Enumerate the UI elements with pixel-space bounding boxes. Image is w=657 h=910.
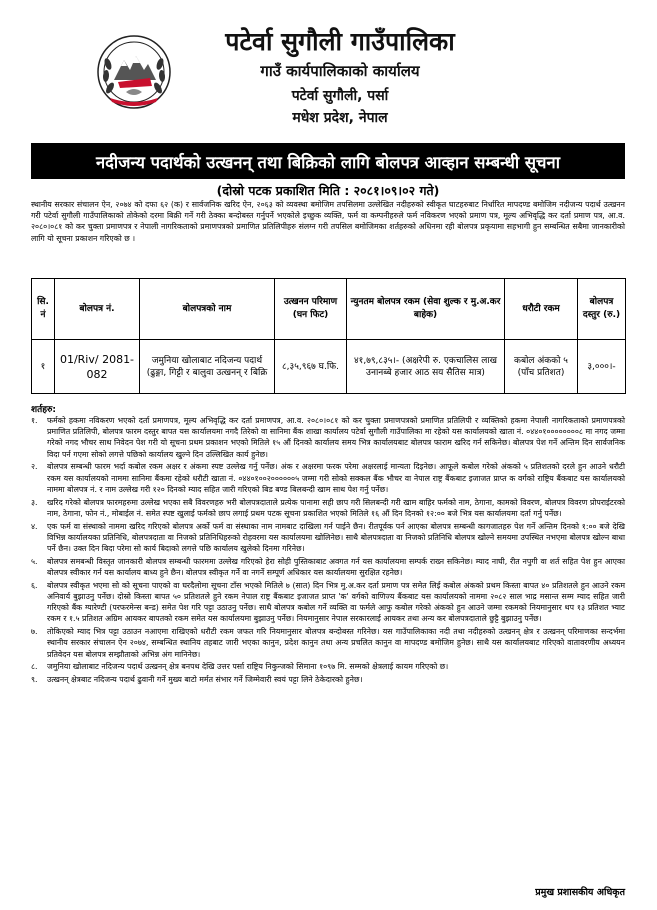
conditions-list (31, 415, 625, 687)
cell-min-amount: ४१,७९,८३५।- (अक्षरेपी रु. एकचालिस लाख उनानब्बे हजार आठ सय सैतिस मात्र) (347, 340, 505, 394)
cell-sn: १ (32, 340, 55, 394)
list-item (31, 626, 625, 660)
condition-text: उत्खनन् क्षेत्रबाट नदिजन्य पदार्थ ढुवानी गर्ने मुख्य बाटो मर्मत संभार गर्ने जिम्मेवारी स्वयं पट्टा लिने ठेकेदारको हुनेछ। (47, 675, 363, 685)
header-min-amount: न्युनतम बोलपत्र रकम (सेवा शुल्क र मु.अ.कर बाहेक) (347, 279, 505, 340)
government-emblem-icon (96, 34, 172, 110)
table-row (32, 340, 626, 394)
notice-intro: स्थानीय सरकार संचालन ऐन, २०७४ को दफा ६२ (क) र सार्वजनिक खरिद ऐन, २०६३ को व्यवस्था बमोजिम तपसिलमा उल्लेखित नदीहरुको स्वीकृत घाटहरुबाट निर्धारित मापदण्ड बमोजिम नदीजन्य पदार्थ उत्खनन गरी पटेर्वा सुगौली गाउँपालिकाको तोकेको दरमा बिक्री गर्ने गरी ठेक्का बन्दोबस्त गर्नुपर्ने भएकोले इच्छुक व्यक्ति, फर्म वा कम्पनीहरुले फर्म नविकरण भएको प्रमाण पत्र, मूल्य अभिवृद्धि कर दर्ता प्रमाण पत्र, आ.व. २०८०।०८१ को कर चुक्ता प्रमाणपत्र र नेपाली नागरिकताको प्रमाणपत्रको प्रमाणित प्रतिलिपीहरु संलग्न गरी तपसिल बमोजिमका शर्तहरुको अधिनमा रही बोलपत्र प्रकृयामा सहभागी हुन सम्बन्धित सबैमा जानकारीको लागि यो सूचना प्रकाशन गरिएको छ । (31, 200, 625, 243)
table-header-row (32, 279, 626, 340)
condition-number: ६. (31, 580, 38, 590)
condition-number: १. (31, 416, 38, 425)
condition-number: ९. (31, 675, 38, 685)
cell-volume: ८,३५,९६७ घ.फि. (275, 340, 347, 394)
cell-ref: 01/Riv/ 2081-082 (55, 340, 140, 394)
list-item (31, 521, 625, 555)
office-address: पटेर्वा सुगौली, पर्सा (291, 88, 389, 104)
header-sn: सि. नं (32, 279, 55, 340)
condition-number: ३. (31, 497, 38, 507)
header-deposit: धरौटी रकम (505, 279, 578, 340)
list-item (31, 556, 625, 578)
condition-text: बोलपत्र स्वीकृत भएमा सो को सूचना पाएको वा घरदैलोमा सूचना टाँस भएको मितिले ७ (सात) दिन भित्र मु.अ.कर दर्ता प्रमाण पत्र समेत लिई कबोल अंकको प्रथम किस्ता बापत ४० प्रतिशतले हुन आउने रकम अनिवार्य बुझाउनु पर्नेछ। दोस्रो किस्ता बापत ५० प्रतिशतले हुने रकम नेपाल राष्ट्र बैंकबाट इजाजत प्राप्त 'क' वर्गको वाणिज्य बैंकबाट यस कार्यालयको नाममा २०८२ साल भाद्र मसान्त सम्म म्याद सहित जारी गरिएको बैंक ग्यारेण्टी (परफरमेन्स बन्ड) समेत पेश गरि पट्टा उठाउनु पर्नेछ। साथै बोलपत्र कबोल गर्ने व्यक्ति वा फर्मले आफु कबोल गरेको अंकको हुन आउने जम्मा रकमको नियमानुसार थप १३ प्रतिशत भ्याट रकम र १.५ प्रतिशत अग्रिम आयकर बापतको रकम समेत यस कार्यालयमा बुझाउनु पर्नेछ। नियमानुसार नेपाल सरकारलाई आयकर तथा अन्य कर बोलपत्रदाताले छुट्टै बुझाउनु पर्नेछ। (47, 580, 625, 624)
condition-number: २. (31, 462, 38, 472)
cell-deposit: कबोल अंकको ५ (पाँच प्रतिशत) (505, 340, 578, 394)
condition-text: खरिद गरेको बोलपत्र फारमहरुमा उल्लेख भएका सबै विवरणहरु भरी बोलपत्रदाताले प्रत्येक पानामा सही छाप गरी सिलबन्दी गरी खाम बाहिर फर्मको नाम, ठेगाना, कामको विवरण, बोलपत्र विवरण प्रोपराईटरको नाम, ठेगाना, फोन नं., मोबाईल नं. समेत स्पष्ट खुलाई फर्मको छाप लगाई प्रथम पटक सूचना प्रकाशित भएको मितिले १६ औं दिन दिनको १२:०० बजे भित्र यस कार्यालयमा दर्ता गर्नु पर्नेछ। (47, 497, 625, 518)
notice-title: नदीजन्य पदार्थको उत्खनन् तथा बिक्रिको लागि बोलपत्र आव्हान सम्बन्धी सूचना (31, 143, 625, 179)
condition-text: तोकिएको म्याद भित्र पट्टा उठाउन नआएमा राखिएको धरौटी रकम जफत गरि नियमानुसार बोलपत्र बन्दोबस्त गरिनेछ। यस गाउँपालिकाका नदी तथा नदीहरुको उत्खनन् क्षेत्र र उत्खनन् परिमाणका सन्दर्भमा स्थानीय सरकार संचालन ऐन २०७४, सम्बन्धित स्थानिय तहबाट जारी भएका कानुन, प्रदेश कानुन तथा अन्य प्रचलित कानुन वा मापदण्ड बमोजिम हुनेछ। साथै यस कार्यालयबाट गरिएको वातावरणीय अध्ययन प्रतिवेदन यस बोलपत्र सम्झौताको अभिन्न अंग मानिनेछ। (47, 627, 625, 659)
cell-name: जमुनिया खोलाबाट नदिजन्य पदार्थ (ढुङ्गा, गिट्टी र बालुवा उत्खनन् र बिक्रि (140, 340, 275, 394)
condition-number: ८. (31, 662, 38, 672)
condition-text: बोलपत्र समबन्धी विस्तृत जानकारी बोलपत्र सम्बन्धी फारममा उल्लेख गरिएको हेरा सोही पुस्तिकाबाट अवगत गर्न यस कार्यालयमा सम्पर्क राख्न सकिनेछ। म्याद नाघी, रीत नपुगी वा शर्त सहित पेश हुन आएका बोलपत्र स्वीकार गर्न यस कार्यालय बाध्य हुने छैन। बोलपत्र स्वीकृत गर्ने वा नगर्ने सम्पूर्ण अधिकार यस कार्यालयमा सुरक्षित रहनेछ। (47, 556, 625, 578)
list-item (31, 497, 625, 519)
province-country: मधेश प्रदेश, नेपाल (292, 110, 388, 126)
conditions-heading: शर्तहरु: (31, 405, 57, 415)
list-item (31, 580, 625, 625)
list-item (31, 415, 625, 460)
list-item (31, 661, 625, 672)
header-volume: उत्खनन परिमाण (घन फिट) (275, 279, 347, 340)
condition-number: ७. (31, 627, 38, 637)
cell-fee: ३,०००।- (578, 340, 626, 394)
condition-text: जमुनिया खोलाबाट नदिजन्य पदार्थ उत्खनन् क्षेत्र बनपथ देखि उत्तर पर्सा राष्ट्रिय निकुन्जको सिमाना १०९७ मि. सम्मको क्षेत्रलाई कायम गरिएको छ। (47, 662, 449, 672)
municipality-name: पटेर्वा सुगौली गाउँपालिका (225, 27, 455, 56)
header-fee: बोलपत्र दस्तुर (रु.) (578, 279, 626, 340)
signatory-title: प्रमुख प्रशासकीय अधिकृत (535, 887, 625, 898)
condition-text: बोलपत्र सम्बन्धी फारम भर्दा कबोल रकम अक्षर र अंकमा स्पष्ट उल्लेख गर्नु पर्नेछ। अंक र अक्षरमा फरक परेमा अक्षरलाई मान्यता दिइनेछ। आफूले कबोल गरेको अंकको ५ प्रतिशतको दरले हुन आउने धरौटी रकम यस कार्यालयको नाममा सानिमा बैंकमा रहेको धरौटी खाता नं. ०४४०१००२००००००५ जम्मा गरी सोको सक्कल बैंक भौचर वा नेपाल राष्ट्र बैंकबाट इजाजत प्राप्त क वर्गको राष्ट्रिय बैंकबाट यस कार्यालयको नाममा बोलपत्र नं. र नाम उल्लेख गरी १२० दिनको म्याद सहित जारी गरिएको बिड बण्ड बिलबन्दी खाम साथ पेश गर्नु पर्नेछ। (47, 462, 625, 494)
office-name: गाउँ कार्यपालिकाको कार्यालय (260, 62, 420, 80)
publication-date: (दोस्रो पटक प्रकाशित मिति : २०८१।०९।०२ गते) (216, 183, 440, 198)
header-name: बोलपत्रको नाम (140, 279, 275, 340)
list-item (31, 461, 625, 495)
list-item (31, 674, 625, 685)
condition-text: एक फर्म वा संस्थाको नाममा खरिद गरिएको बोलपत्र अर्को फर्म वा संस्थाका नाम नामबाट दाखिला गर्न पाईने छैन। रीतपूर्वक पर्न आएका बोलपत्र सम्बन्धी कागजातहरु पेश गर्ने अन्तिम दिनको १:०० बजे देखि विभिन्न कार्यालयका प्रतिनिधि, बोलपत्रदाता वा निजको प्रतिनिधिहरुको रोहवरमा यस कार्यालयमा खोलिनेछ। साथै बोलपत्रदाता वा निजको प्रतिनिधि बोलपत्र खोल्ने समयमा उपस्थित नभएमा बोलपत्र खोल्न बाधा पर्ने छैन। उक्त दिन बिदा परेमा सो कार्य बिदाको लगत्ते पछि कार्यालय खुलेको दिनमा गरिनेछ। (47, 521, 625, 554)
letterhead (0, 0, 657, 140)
condition-number: ५. (31, 556, 38, 566)
tender-table (31, 278, 626, 394)
condition-number: ४. (31, 521, 38, 531)
condition-text: फर्मको हकमा नविकरण भएको दर्ता प्रमाणपत्र, मूल्य अभिवृद्धि कर दर्ता प्रमाणपत्र, आ.व. २०८०।०८१ को कर चुक्ता प्रमाणपत्रको प्रमाणित प्रतिलिपी र व्यक्तिको हकमा नेपाली नागरिकताको प्रमाणपत्रको प्रमाणित प्रतिलिपी, बोलपत्र फारम दस्तुर बापत यस कार्यालयमा नगदै तिरेको वा सानिमा बैंक शाखा कार्यालय पटेर्वा सुगौली गाउँपालिका मा रहेको यस कार्यालयको खाता नं. ०४४०१००००००००८ मा नगद जम्मा गरेको नगद भौचर साथ निवेदन पेश गरी यो सूचना प्रथम प्रकाशन भएको मितिले १५ औं दिनको कार्यालय समय भित्र कार्यालयबाट बोलपत्र फाराम खरिद गर्न सकिनेछ। बोलपत्र पेश गर्ने अन्तिम दिन सार्वजनिक विदा पर्न गएमा सोको लगत्ते पछिको कार्यालय खुल्ने दिन उल्लिखित कार्य हुनेछ। (47, 416, 625, 459)
header-ref: बोलपत्र नं. (55, 279, 140, 340)
